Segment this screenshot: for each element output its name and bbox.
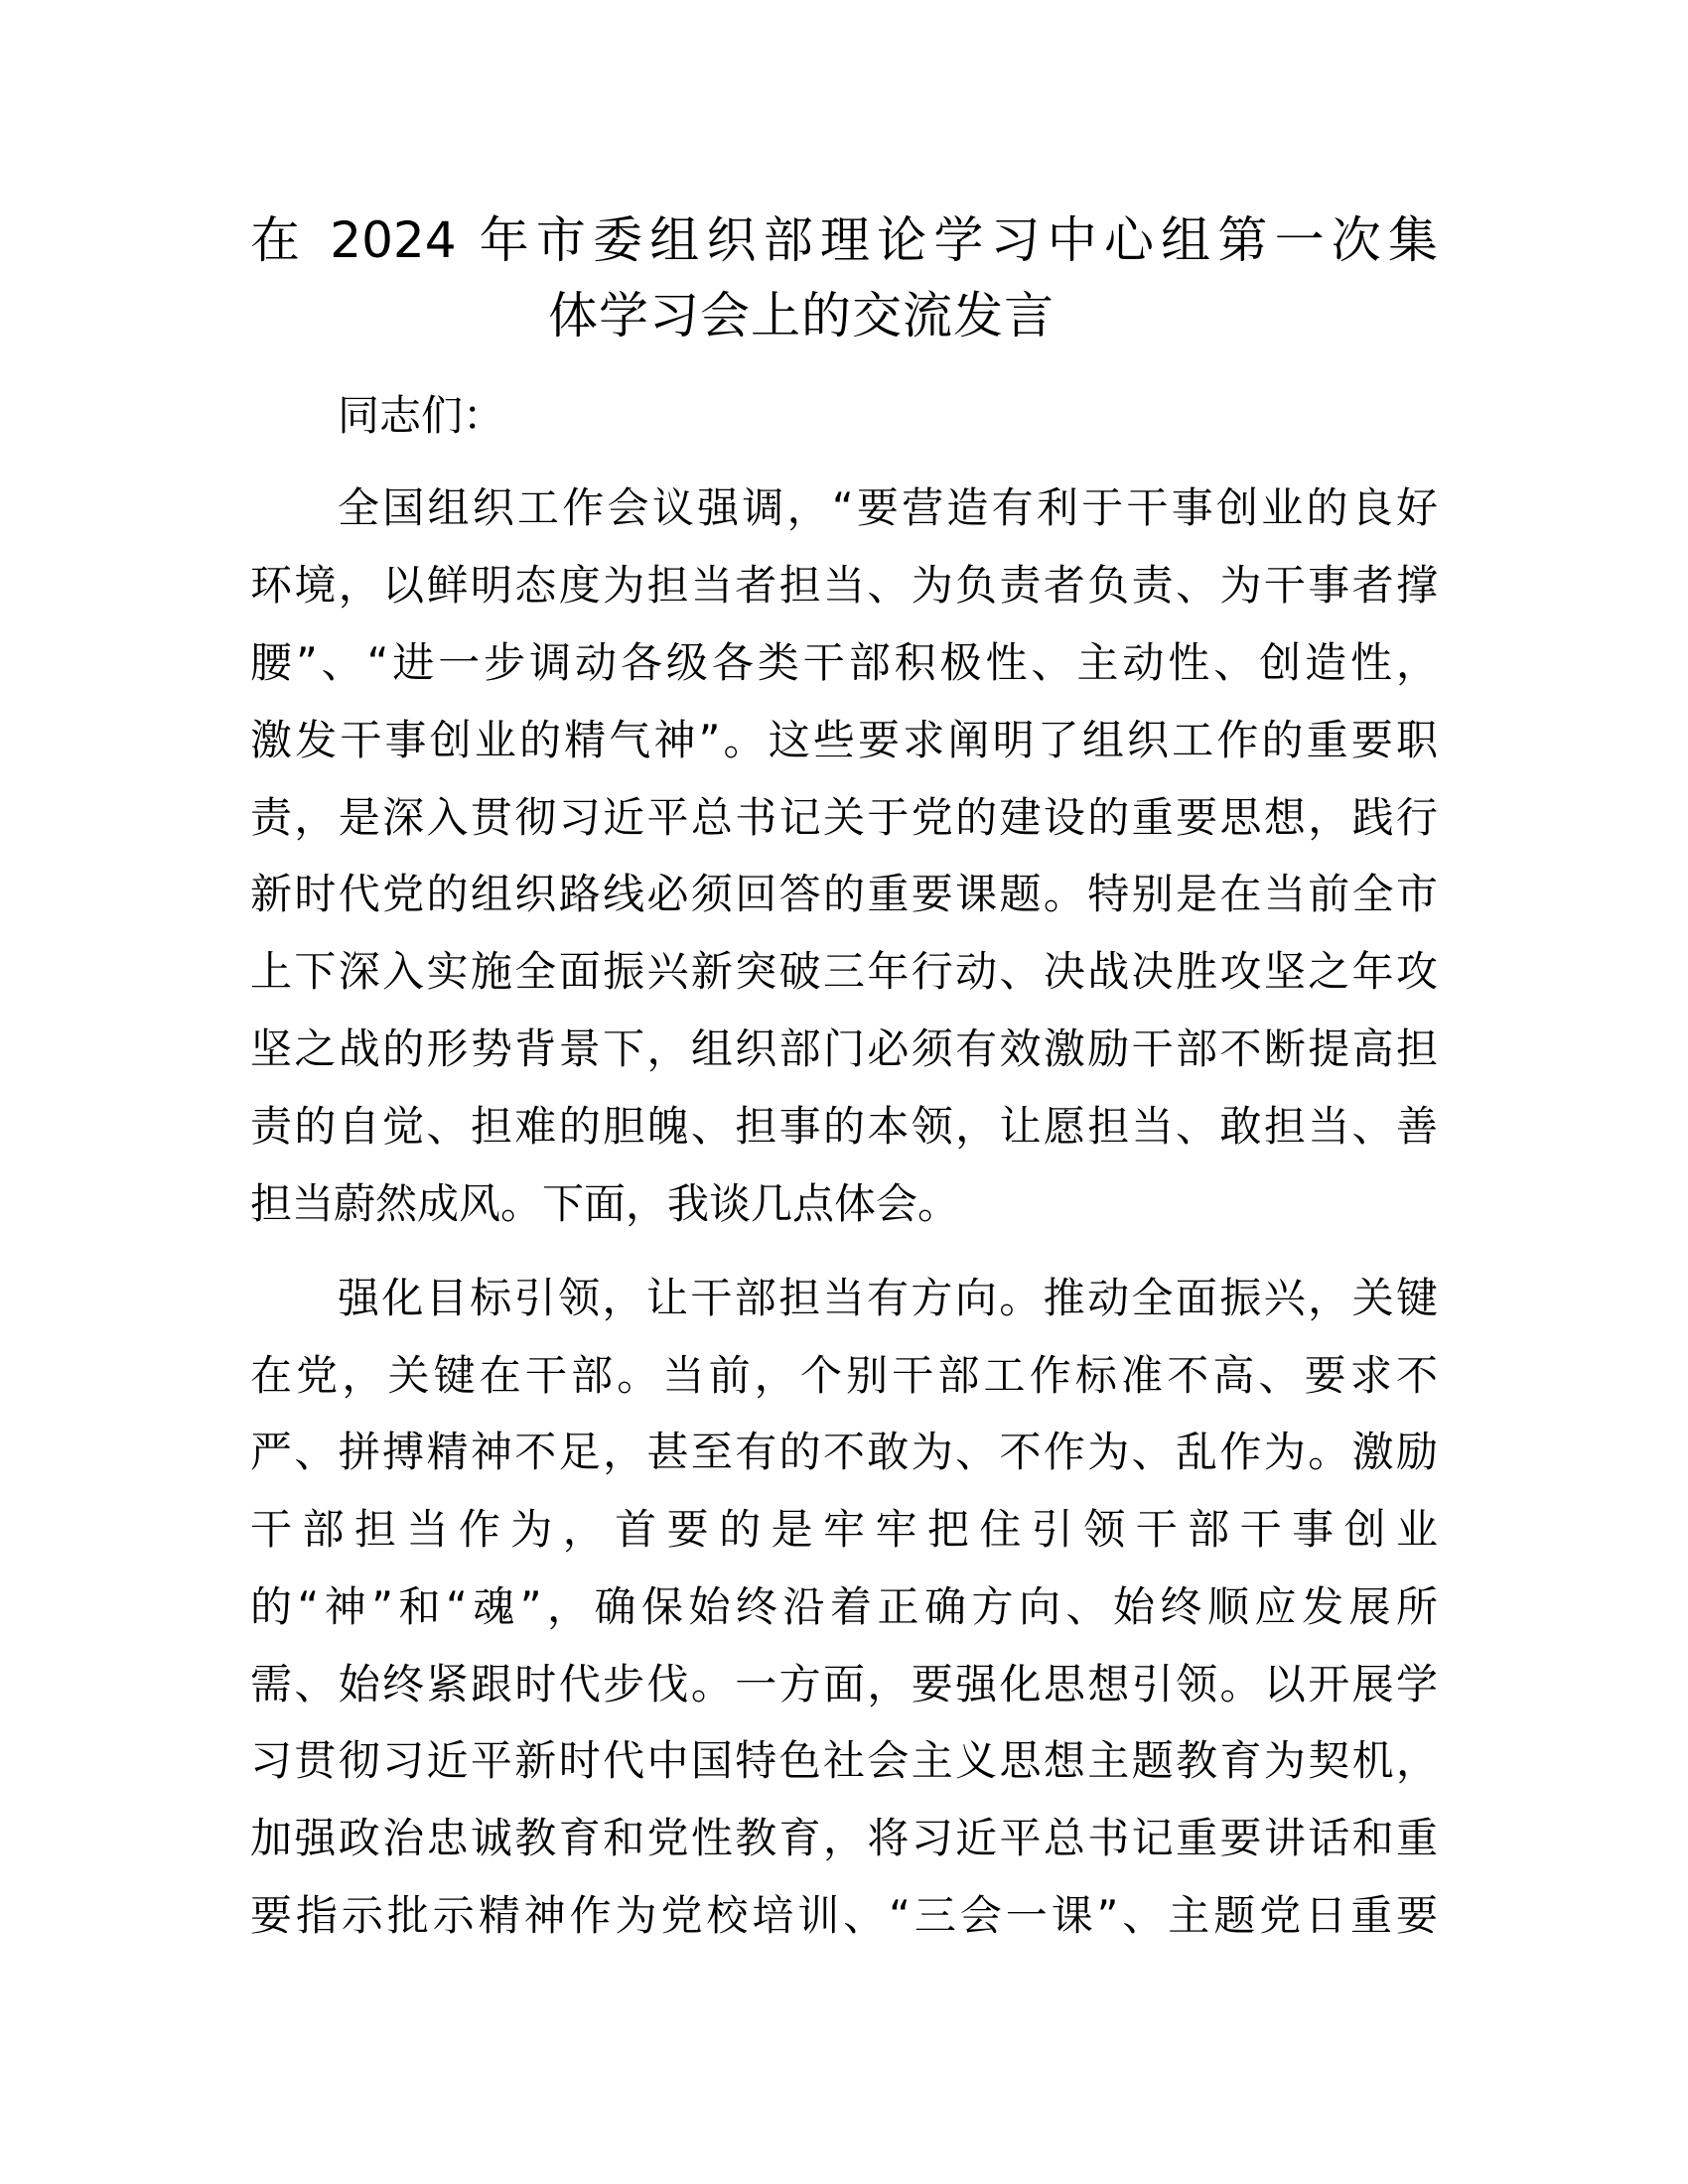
salutation: 同志们： [338,391,505,440]
paragraph-line: 腰”、“进一步调动各级各类干部积极性、主动性、创造性， [250,638,1438,687]
paragraph-line: 习贯彻习近平新时代中国特色社会主义思想主题教育为契机， [250,1736,1438,1785]
paragraph-line: 要指示批示精神作为党校培训、“三会一课”、主题党日重要 [250,1891,1438,1940]
document-title-line-1: 在 2024 年市委组织部理论学习中心组第一次集 [250,211,1438,269]
paragraph-line: 激发干事创业的精气神”。这些要求阐明了组织工作的重要职 [250,716,1438,764]
paragraph-line: 加强政治忠诚教育和党性教育，将习近平总书记重要讲话和重 [250,1814,1438,1862]
paragraph-line: 需、始终紧跟时代步伐。一方面，要强化思想引领。以开展学 [250,1660,1438,1708]
paragraph-line: 全国组织工作会议强调，“要营造有利于干事创业的良好 [338,483,1438,532]
paragraph-line: 坚之战的形势背景下，组织部门必须有效激励干部不断提高担 [250,1024,1438,1073]
document-title-line-2: 体学习会上的交流发言 [548,287,1055,344]
paragraph-line: 环境，以鲜明态度为担当者担当、为负责者负责、为干事者撑 [250,561,1438,610]
paragraph-line: 责的自觉、担难的胆魄、担事的本领，让愿担当、敢担当、善 [250,1102,1438,1151]
paragraph-line: 严、拼搏精神不足，甚至有的不敢为、不作为、乱作为。激励 [250,1428,1438,1476]
paragraph-line: 的“神”和“魂”，确保始终沿着正确方向、始终顺应发展所 [250,1582,1438,1631]
paragraph-line: 干部担当作为，首要的是牢牢把住引领干部干事创业 [250,1505,1438,1554]
paragraph-line: 上下深入实施全面振兴新突破三年行动、决战决胜攻坚之年攻 [250,947,1438,996]
paragraph-line: 责，是深入贯彻习近平总书记关于党的建设的重要思想，践行 [250,793,1438,842]
paragraph-line: 新时代党的组织路线必须回答的重要课题。特别是在当前全市 [250,870,1438,918]
paragraph-line: 在党，关键在干部。当前，个别干部工作标准不高、要求不 [250,1351,1438,1400]
paragraph-line: 担当蔚然成风。下面，我谈几点体会。 [250,1179,960,1228]
paragraph-line: 强化目标引领，让干部担当有方向。推动全面振兴，关键 [338,1274,1438,1322]
